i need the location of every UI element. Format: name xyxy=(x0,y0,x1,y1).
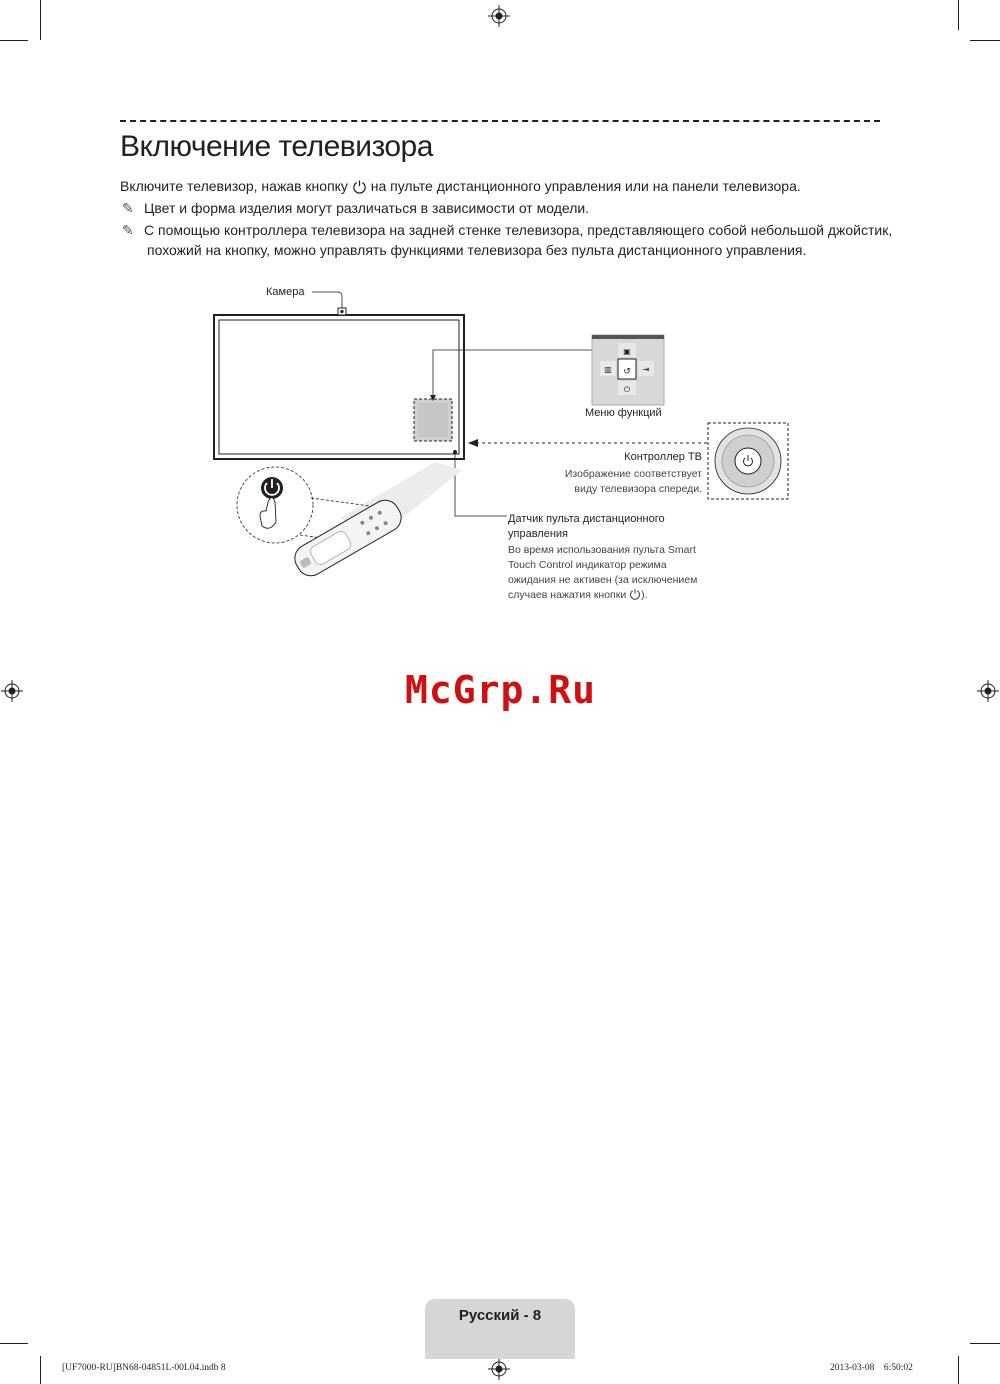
controller-label: Контроллер ТВ xyxy=(624,451,702,463)
registration-mark-icon xyxy=(488,1358,510,1380)
controller-description-line: виду телевизора спереди. xyxy=(574,483,702,495)
note-text: С помощью контроллера телевизора на задней стенке телевизора, представляющего собой небольшой джойстик, xyxy=(144,222,893,238)
svg-text:▣: ▣ xyxy=(623,347,631,356)
power-icon xyxy=(352,179,367,194)
registration-mark-icon xyxy=(488,5,510,27)
section-divider xyxy=(120,120,880,122)
crop-mark xyxy=(40,0,41,40)
svg-text:⏻: ⏻ xyxy=(623,385,631,394)
svg-text:▥: ▥ xyxy=(604,365,612,374)
intro-text-start: Включите телевизор, нажав кнопку xyxy=(120,178,348,194)
note-item xyxy=(122,220,892,260)
note-text: Цвет и форма изделия могут различаться в зависимости от модели. xyxy=(144,200,590,216)
sensor-description-end: ). xyxy=(641,589,648,601)
function-menu-label: Меню функций xyxy=(585,407,662,419)
note-text-continued: похожий на кнопку, можно управлять функциями телевизора без пульта дистанционного управления. xyxy=(147,242,807,258)
intro-text-end: на пульте дистанционного управления или на панели телевизора. xyxy=(370,178,801,194)
registration-mark-icon xyxy=(977,680,999,702)
intro-paragraph xyxy=(120,176,801,196)
crop-mark xyxy=(958,1356,959,1384)
page-number-tab xyxy=(425,1299,575,1359)
note-item xyxy=(122,198,589,218)
watermark: McGrp.Ru xyxy=(405,668,597,712)
sensor-description-line: Во время использования пульта Smart xyxy=(508,544,696,556)
pencil-note-icon: ✎ xyxy=(122,200,134,216)
svg-text:⇥: ⇥ xyxy=(642,365,650,374)
crop-mark xyxy=(958,0,959,30)
crop-mark xyxy=(40,1356,41,1384)
crop-mark xyxy=(0,40,28,41)
sensor-description xyxy=(508,543,697,603)
footer-file-info: [UF7000-RU]BN68-04851L-00L04.indb 8 xyxy=(62,1363,226,1373)
controller-description-line: Изображение соответствует xyxy=(564,468,702,480)
sensor-description-line: случаев нажатия кнопки xyxy=(508,589,627,601)
section-title: Включение телевизора xyxy=(120,130,433,163)
crop-mark xyxy=(970,40,1000,41)
crop-mark xyxy=(0,1343,28,1344)
sensor-label-line: управления xyxy=(508,528,568,540)
power-icon xyxy=(629,588,641,600)
camera-label: Камера xyxy=(266,286,305,298)
sensor-label xyxy=(508,512,665,542)
sensor-description-line: ожидания не активен (за исключением xyxy=(508,574,698,586)
tv-diagram xyxy=(200,280,800,610)
footer-timestamp: 2013-03-08 6:50:02 xyxy=(830,1363,913,1373)
registration-mark-icon xyxy=(1,680,23,702)
svg-text:↺: ↺ xyxy=(623,367,631,377)
crop-mark xyxy=(970,1343,1000,1344)
controller-description xyxy=(550,467,702,497)
page-number: Русский - 8 xyxy=(458,1307,542,1324)
pencil-note-icon: ✎ xyxy=(122,222,134,238)
sensor-description-line: Touch Control индикатор режима xyxy=(508,559,667,571)
sensor-label-line: Датчик пульта дистанционного xyxy=(508,513,665,525)
